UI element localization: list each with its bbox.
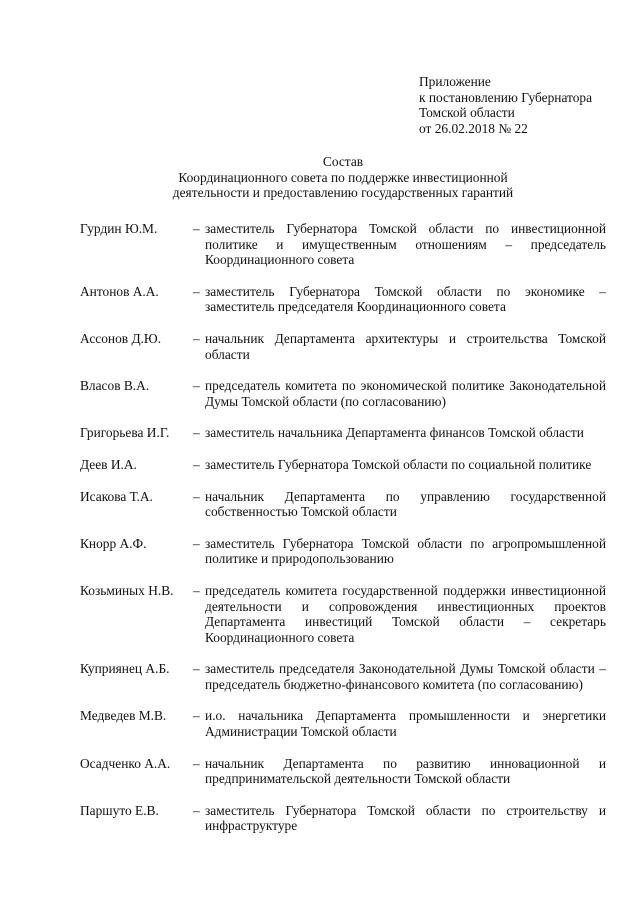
member-role: заместитель Губернатора Томской области по инвестиционной политике и имущественным отношениям – председатель Координационного совета (205, 221, 606, 268)
member-row (80, 284, 606, 315)
member-dash: – (193, 283, 200, 299)
member-role: заместитель начальника Департамента финансов Томской области (205, 425, 584, 441)
member-role: заместитель Губернатора Томской области по социальной политике (205, 456, 592, 472)
member-name: Паршуто Е.В. (80, 802, 159, 818)
member-dash: – (193, 755, 200, 771)
member-role: начальник Департамента архитектуры и строительства Томской области (205, 330, 606, 362)
member-name: Власов В.А. (80, 378, 150, 394)
member-role: заместитель Губернатора Томской области по строительству и инфраструктуре (205, 802, 606, 834)
member-dash: – (193, 802, 200, 818)
member-name: Осадченко А.А. (80, 755, 171, 771)
appendix-line: Приложение (419, 74, 491, 89)
member-role: заместитель Губернатора Томской области по агропромышленной политике и природопользованию (205, 535, 606, 567)
member-role: начальник Департамента по управлению государственной собственностью Томской области (205, 488, 606, 520)
member-role: и.о. начальника Департамента промышленности и энергетики Администрации Томской области (205, 708, 606, 740)
member-dash: – (193, 488, 200, 504)
member-name: Козьминых Н.В. (80, 582, 174, 598)
member-role: председатель комитета государственной поддержки инвестиционной деятельности и сопровождения инвестиционных проектов Департамента инвестиций Томской области – секретарь Координационного совета (205, 582, 606, 645)
member-name: Медведев М.В. (80, 708, 167, 724)
member-row (80, 756, 606, 787)
member-name: Гурдин Ю.М. (80, 221, 158, 236)
members-list (80, 221, 606, 850)
member-row (80, 378, 606, 409)
appendix-date-number: от 26.02.2018 № 22 (419, 120, 528, 136)
member-name: Ассонов Д.Ю. (80, 330, 162, 346)
member-dash: – (193, 456, 200, 472)
appendix-line: Томской области (419, 105, 515, 121)
member-dash: – (193, 221, 200, 236)
member-dash: – (193, 535, 200, 551)
member-row (80, 221, 606, 268)
member-role: заместитель председателя Законодательной Думы Томской области – председатель бюджетно-финансового комитета (по согласованию) (205, 661, 606, 692)
member-dash: – (193, 582, 200, 598)
document-subtitle-line: деятельности и предоставлению государственных гарантий (172, 185, 514, 201)
document-subtitle-line: Координационного совета по поддержке инвестиционной (178, 169, 508, 185)
member-row (80, 331, 606, 362)
member-row (80, 661, 606, 692)
member-row (80, 425, 606, 441)
member-name: Кнорр А.Ф. (80, 535, 147, 551)
member-name: Исакова Т.А. (80, 488, 153, 504)
member-row (80, 489, 606, 520)
member-role: председатель комитета по экономической политике Законодательной Думы Томской области (по согласованию) (205, 378, 606, 409)
member-name: Антонов А.А. (80, 283, 159, 299)
member-row (80, 583, 606, 645)
member-role: начальник Департамента по развитию инновационной и предпринимательской деятельности Томской области (205, 755, 606, 787)
document-title: Состав (322, 154, 364, 169)
member-row (80, 536, 606, 567)
member-dash: – (193, 425, 200, 441)
member-dash: – (193, 330, 200, 346)
member-dash: – (193, 661, 200, 677)
appendix-line: к постановлению Губернатора (419, 89, 593, 105)
member-row (80, 708, 606, 739)
member-row (80, 457, 606, 473)
member-dash: – (193, 378, 200, 394)
member-dash: – (193, 708, 200, 724)
member-name: Деев И.А. (80, 456, 137, 472)
member-role: заместитель Губернатора Томской области по экономике – заместитель председателя Координационного совета (205, 283, 606, 315)
document-heading (80, 154, 606, 201)
member-name: Григорьева И.Г. (80, 425, 170, 441)
member-name: Куприянец А.Б. (80, 661, 170, 677)
appendix-block (419, 74, 634, 136)
member-row (80, 803, 606, 834)
